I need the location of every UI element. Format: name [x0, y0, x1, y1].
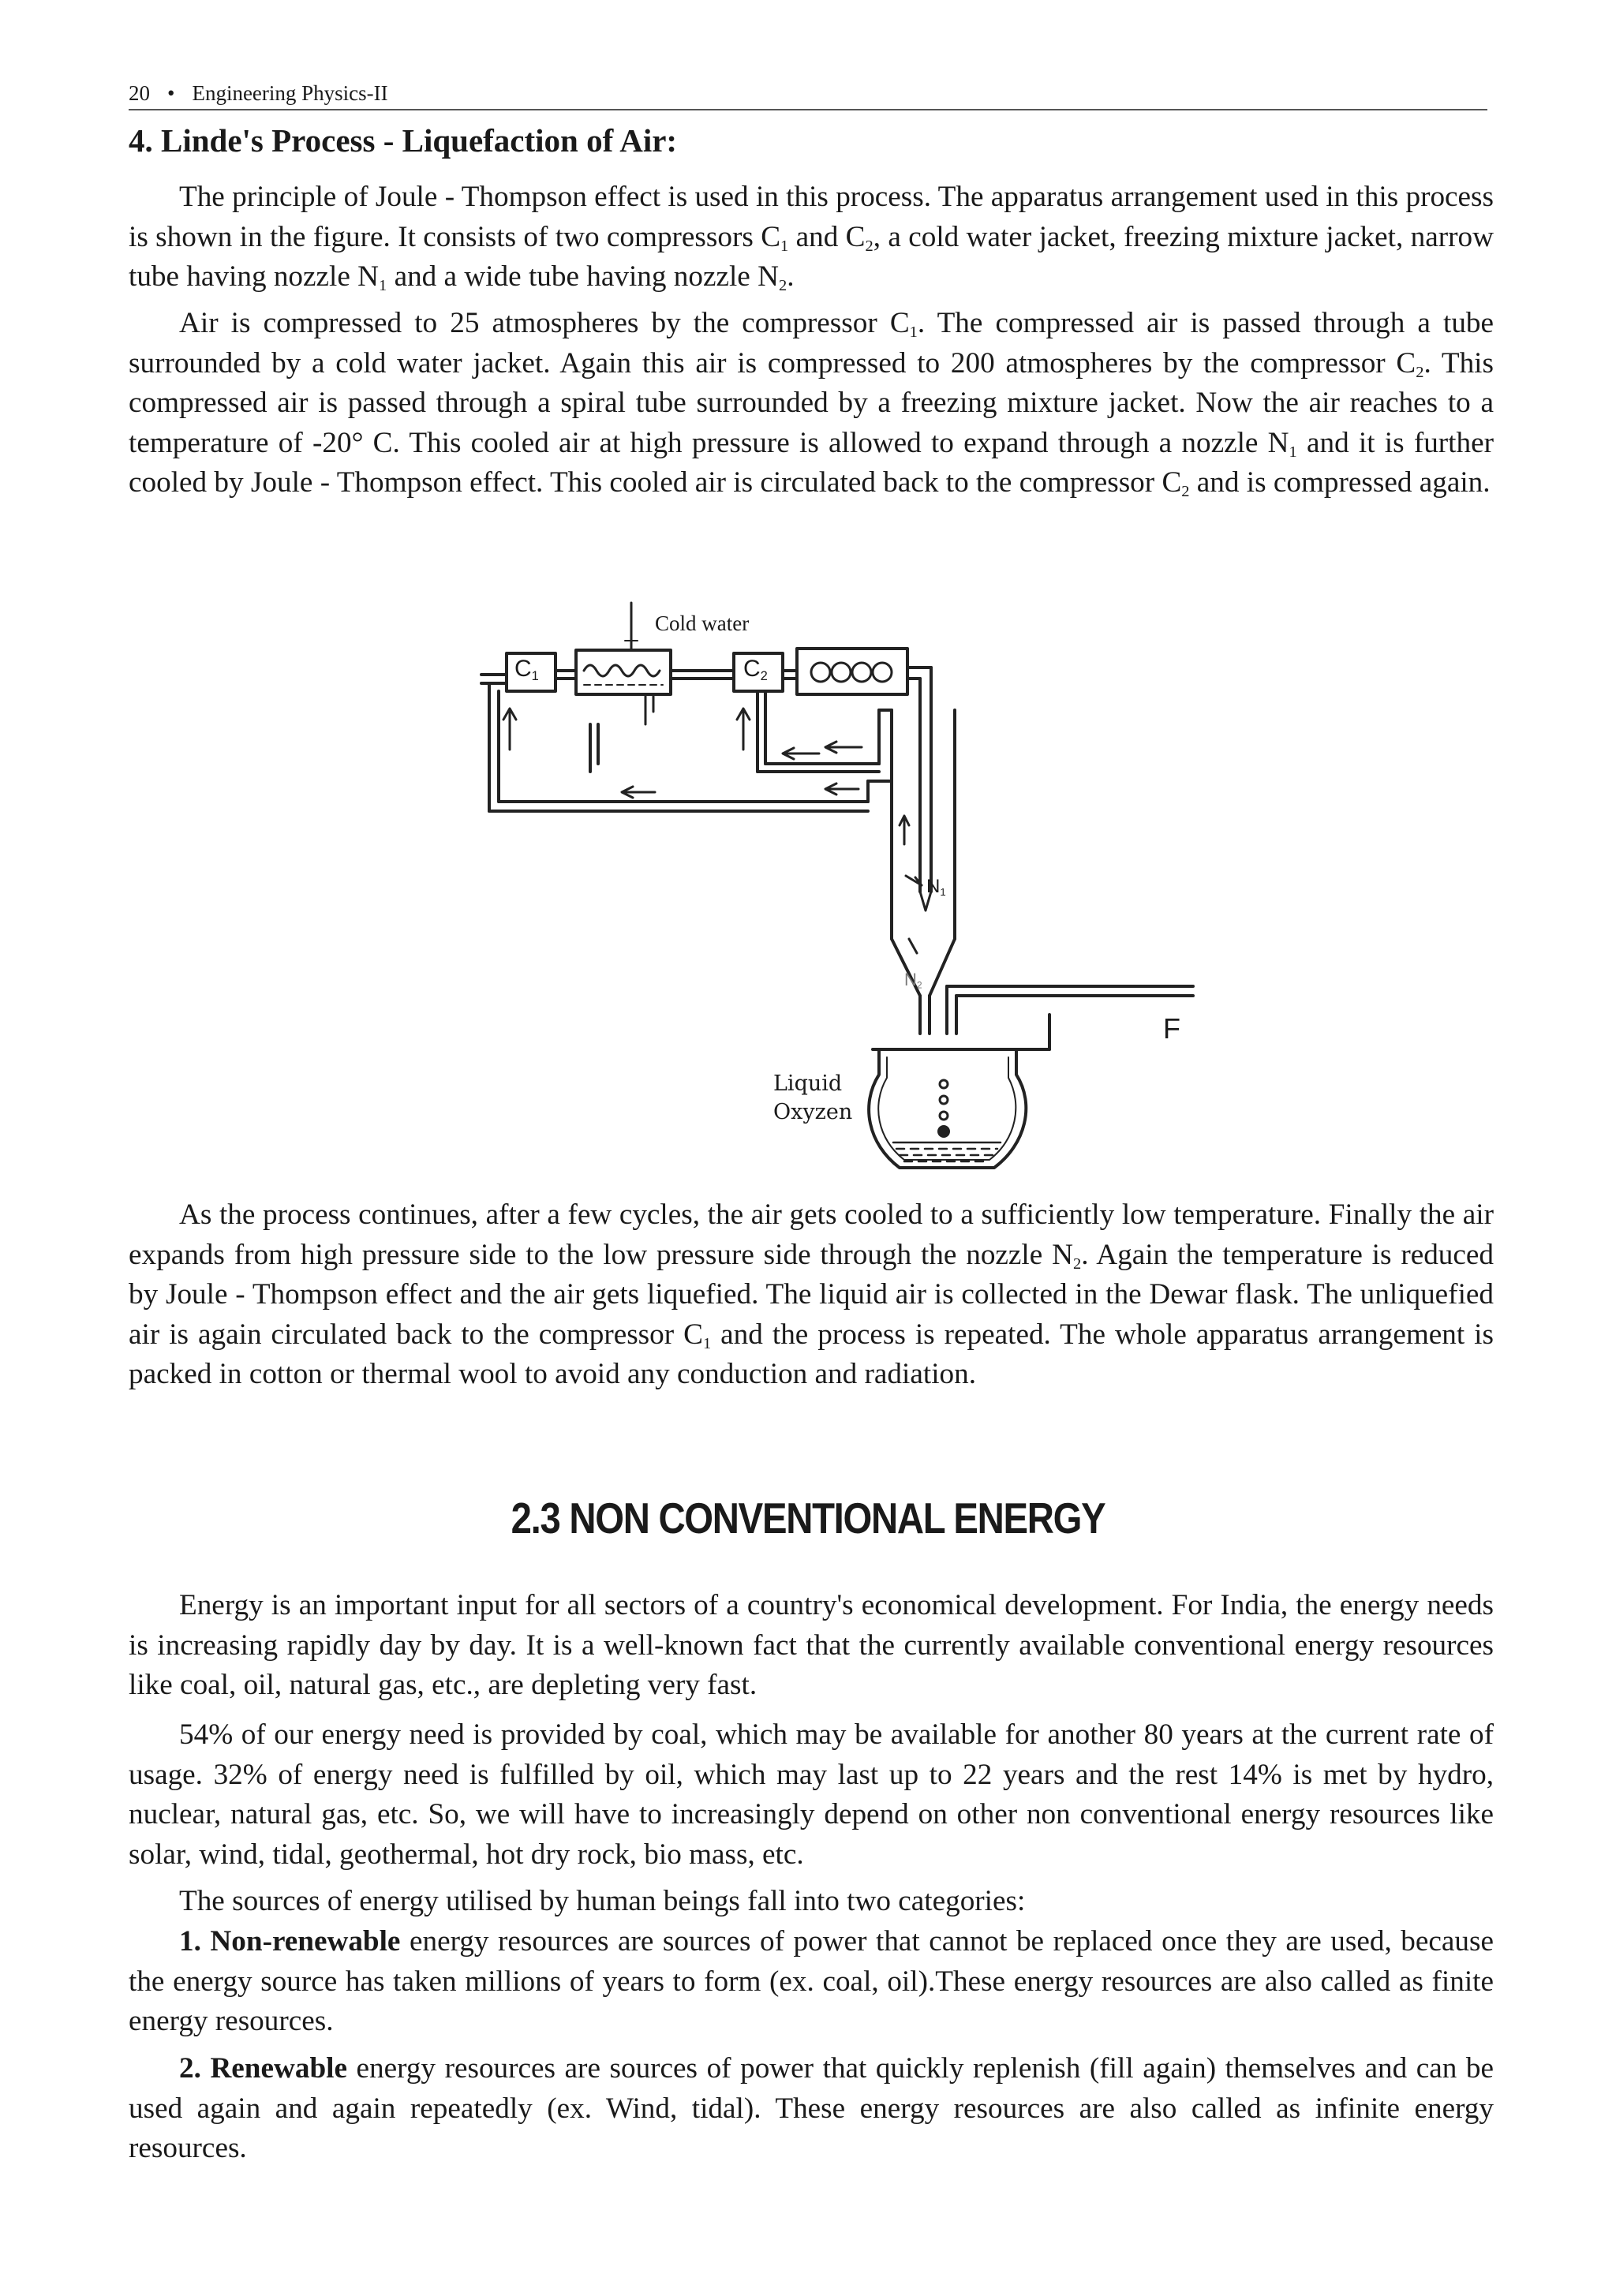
cold-water-label: Cold water — [655, 609, 749, 638]
compressor-c1-label: $C_1$ — [514, 656, 539, 683]
linde-apparatus-figure — [473, 592, 1215, 1191]
paragraph-intro: The principle of Joule - Thompson effect is used in this process. The apparatus arrangement used in this process is shown in the figure. It consists of two compressors $C_1$ and $C_2$, a cold water jacket, freezing mixture jacket, narrow tube having nozzle $N_1$ and a wide tube having nozzle $N_2$. — [129, 181, 1494, 295]
page-number: 20 — [129, 81, 150, 105]
nozzle-n1-label: $N_1$ — [926, 876, 946, 898]
cooling-coil — [584, 665, 660, 676]
item-renewable: 2. Renewable energy resources are sources of power that quickly replenish (fill again) themselves and can be used again and again repeatedly (ex. Wind, tidal). These energy resources are also called as infinite energy resources. — [129, 2052, 1494, 2165]
item-non-renewable: 1. Non-renewable energy resources are sources of power that cannot be replaced once they are used, because the energy source has taken millions of years to form (ex. coal, oil).These energy resources are also called as finite energy resources. — [129, 1925, 1494, 2038]
paragraph-categories: The sources of energy utilised by human beings fall into two categories: — [179, 1885, 1026, 1917]
section-heading: 4. Linde's Process - Liquefaction of Air: — [129, 122, 678, 159]
running-header — [129, 79, 1487, 110]
paragraph-energy-stats: 54% of our energy need is provided by coal, which may be available for another 80 years at the current rate of usage. 32% of energy need is fulfilled by oil, which may last up to 22 years and the rest 14% is met by hydro, nuclear, natural gas, etc. So, we will have to increasingly depend on other non conventional energy resources like solar, wind, tidal, geothermal, hot dry rock, bio mass, etc. — [129, 1718, 1494, 1871]
paragraph-process: Air is compressed to 25 atmospheres by the compressor $C_1$. The compressed air is passed through a tube surrounded by a cold water jacket. Again this air is compressed to 200 atmospheres by the compressor $C_2$. This compressed air is passed through a spiral tube surrounded by a freezing mixture jacket. Now the air reaches to a temperature of -20° C. This cooled air at high pressure is allowed to expand through a nozzle $N_1$ and it is further cooled by Joule - Thompson effect. This cooled air is circulated back to the compressor $C_2$ and is compressed again. — [129, 307, 1494, 501]
oxyzen-label: Oxyzen — [773, 1098, 852, 1127]
nozzle-n2-label: $N_2$ — [904, 970, 922, 991]
dewar-flask — [869, 1049, 1026, 1168]
header-separator: • — [167, 81, 175, 105]
flask-f-label: F — [1163, 1012, 1180, 1045]
book-title: Engineering Physics-II — [192, 81, 388, 105]
chapter-heading: 2.3 NON CONVENTIONAL ENERGY — [511, 1494, 1105, 1543]
liquid-surface — [893, 1142, 1001, 1161]
item-renewable-lead: 2. Renewable — [179, 2052, 347, 2085]
paragraph-energy-intro: Energy is an important input for all sectors of a country's economical development. For India, the energy needs is increasing rapidly day by day. It is a well-known fact that the currently available conventional energy resources like coal, oil, natural gas, etc., are depleting very fast. — [129, 1589, 1494, 1702]
compressor-c2-label: $C_2$ — [743, 656, 768, 683]
paragraph-continuation: As the process continues, after a few cycles, the air gets cooled to a sufficiently low temperature. Finally the air expands from high pressure side to the low pressure side through the nozzle $N_2$. Again the temperature is reduced by Joule - Thompson effect and the air gets liquefied. The liquid air is collected in the Dewar flask. The unliquefied air is again circulated back to the compressor $C_1$ and the process is repeated. The whole apparatus arrangement is packed in cotton or thermal wool to avoid any conduction and radiation. — [129, 1198, 1494, 1391]
liquid-label: Liquid — [773, 1070, 842, 1098]
item-non-renewable-lead: 1. Non-renewable — [179, 1925, 401, 1958]
